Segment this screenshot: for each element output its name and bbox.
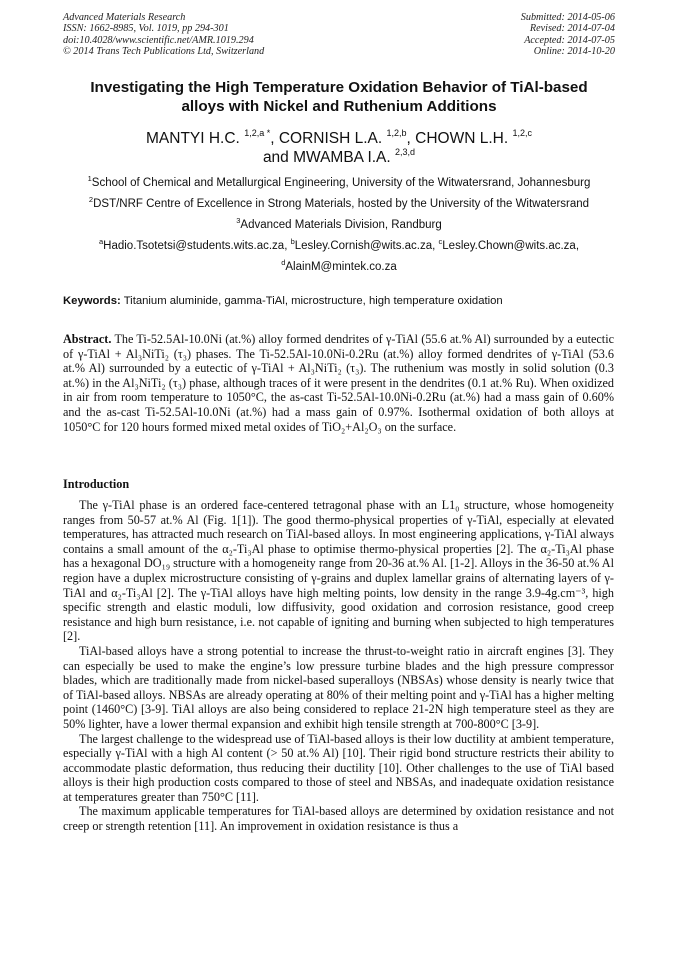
doi-link[interactable]: doi:10.4028/www.scientific.net/AMR.1019.294 (63, 34, 254, 46)
author-name: , CHOWN L.H. (406, 130, 509, 147)
email-link[interactable]: AlainM@mintek.co.za (285, 261, 397, 273)
email-link[interactable]: Lesley.Chown@wits.ac.za, (442, 240, 580, 252)
author-line-1 (63, 130, 615, 149)
keywords (63, 294, 615, 308)
author-affil-sup: 1,2,b (386, 128, 407, 138)
email-line-1 (50, 239, 628, 253)
affil-text: DST/NRF Centre of Excellence in Strong Materials, hosted by the University of the Witwatersrand (93, 198, 590, 210)
journal-header-right (521, 12, 615, 58)
affil-number: 3 (236, 216, 241, 225)
author-name: and MWAMBA I.A. (262, 148, 391, 166)
submitted-date: Submitted: 2014-05-06 (520, 12, 615, 23)
revised-date: Revised: 2014-07-04 (529, 23, 615, 35)
email-sup: b (290, 237, 295, 246)
email-link[interactable]: Hadio.Tsotetsi@students.wits.ac.za, (103, 240, 291, 252)
journal-name: Advanced Materials Research (63, 12, 186, 23)
author-affil-sup: 1,2,c (512, 128, 532, 138)
issn: ISSN: 1662-8985, Vol. 1019, pp 294-301 (63, 23, 229, 35)
online-date: Online: 2014-10-20 (533, 46, 615, 58)
affiliation-1 (50, 176, 628, 190)
intro-paragraph-2: TiAl-based alloys have a strong potential to increase the thrust-to-weight ratio in aircraft engines [3]. They can especially be used to make the engine’s low pressure turbine blades and the high pressure compressor blades, which are traditionally made from nickel-based superalloys (NBSAs) whose density is nearly twice that of TiAl-based alloys. NBSAs are already operating at 80% of their melting point and γ-TiAl has a higher melting point (1460°C) [3-9]. TiAl alloys are also being considered to replace 21-2N high temperature steel as they are 50% lighter, have a lower thermal expansion and exhibit high tensile strength at 700-800°C [3-9]. (63, 643, 614, 731)
affil-number: 2 (88, 195, 94, 204)
author-name: , CORNISH L.A. (270, 130, 383, 147)
introduction-body (63, 498, 614, 834)
paper-title (63, 78, 615, 116)
introduction-heading: Introduction (63, 477, 130, 491)
email-sup: c (438, 237, 443, 246)
intro-paragraph-3: The largest challenge to the widespread use of TiAl-based alloys is their low ductility at ambient temperature, especially γ-TiAl with a high Al content (> 50 at.% Al) [10]. Their rigid bond structure restricts their ability to accommodate plastic deformation, thus reducing their ductility [10]. Other challenges to the use of TiAl based alloys is their high production costs compared to those of steel and NBSAs, and inadequate oxidation resistance at temperatures greater than 750°C [11]. (63, 731, 614, 804)
abstract-text: The Ti-52.5Al-10.0Ni (at.%) alloy formed dendrites of γ-TiAl (55.6 at.% Al) surrounded by a eutectic of γ-TiAl + Al₃NiTi₂ (τ₃) phases. The Ti-52.5Al-10.0Ni-0.2Ru (at.%) alloy formed dendrites of γ-TiAl (53.6 at.% Al) surrounded by a eutectic of γ-TiAl + Al₃NiTi₂ (τ₃). The ruthenium was mostly in solid solution (0.3 at.%) in the Al₃NiTi₂ (τ₃) phase, although traces of it were present in the dendrites (0.1 at.% Ru). When oxidized in air from room temperature to 1050°C, the as-cast Ti-52.5Al-10.0Ni-0.2Ru (at.%) had a mass gain of 0.60% and the as-cast Ti-52.5Al-10.0Ni (at.%) had a mass gain of 0.97%. Isothermal oxidation of both alloys at 1050°C for 120 hours formed mixed metal oxides of TiO₂+Al₂O₃ on the surface. (63, 332, 614, 434)
keywords-text: Titanium aluminide, gamma-TiAl, microstructure, high temperature oxidation (120, 295, 503, 307)
keywords-label: Keywords: (63, 295, 121, 307)
email-line-2 (50, 260, 628, 274)
title-line-2: alloys with Nickel and Ruthenium Additions (181, 98, 497, 115)
affil-text: School of Chemical and Metallurgical Engineering, University of the Witwatersrand, Johannesburg (91, 177, 591, 189)
author-affil-sup: 1,2,a * (244, 128, 271, 138)
affil-text: Advanced Materials Division, Randburg (240, 219, 442, 231)
journal-header-left (63, 12, 264, 58)
intro-paragraph-1: The γ-TiAl phase is an ordered face-centered tetragonal phase with an L1₀ structure, whose homogeneity ranges from 50-57 at.% Al (Fig. 1[1]). The good thermo-physical properties of γ-TiAl, especially at elevated temperatures, has attracted much research on TiAl-based alloys. In most engineering applications, γ-TiAl always contains a small amount of the α₂-Ti₃Al phase to optimise thermo-physical properties [2]. The α₂-Ti₃Al phase has a hexagonal DO₁₉ structure with a homogeneity range from 20-36 at.% Al. [1-2]. Alloys in the 36-50 at.% Al region have a duplex microstructure consisting of γ-grains and duplex lamellar grains of alternating layers of γ-TiAl and α₂-Ti₃Al [2]. The γ-TiAl alloys have high melting points, low density in the range 3.9-4g.cm⁻³, high specific strength and elastic moduli, low diffusivity, good oxidation and corrosion resistance, good creep resistance and high burn resistance, i.e. not capable of igniting and burning when subjected to high temperatures [2]. (63, 498, 614, 644)
abstract-paragraph (63, 332, 614, 434)
abstract (63, 332, 614, 434)
email-sup: d (281, 258, 286, 267)
author-line-2 (63, 146, 615, 168)
accepted-date: Accepted: 2014-07-05 (524, 34, 615, 46)
author-affil-sup: 2,3,d (395, 146, 416, 157)
copyright: © 2014 Trans Tech Publications Ltd, Switzerland (63, 46, 265, 58)
affil-number: 1 (87, 174, 92, 183)
affiliation-2 (50, 197, 628, 211)
intro-paragraph-4: The maximum applicable temperatures for TiAl-based alloys are determined by oxidation resistance and not creep or strength retention [11]. An improvement in oxidation resistance is thus a (63, 804, 614, 834)
author-list (63, 130, 615, 167)
abstract-label: Abstract. (63, 332, 112, 346)
email-sup: a (98, 237, 104, 246)
author-name: MANTYI H.C. (146, 130, 240, 147)
email-link[interactable]: Lesley.Cornish@wits.ac.za, (294, 240, 439, 252)
title-line-1: Investigating the High Temperature Oxidation Behavior of TiAl-based (90, 79, 588, 96)
affiliation-3 (50, 218, 628, 232)
